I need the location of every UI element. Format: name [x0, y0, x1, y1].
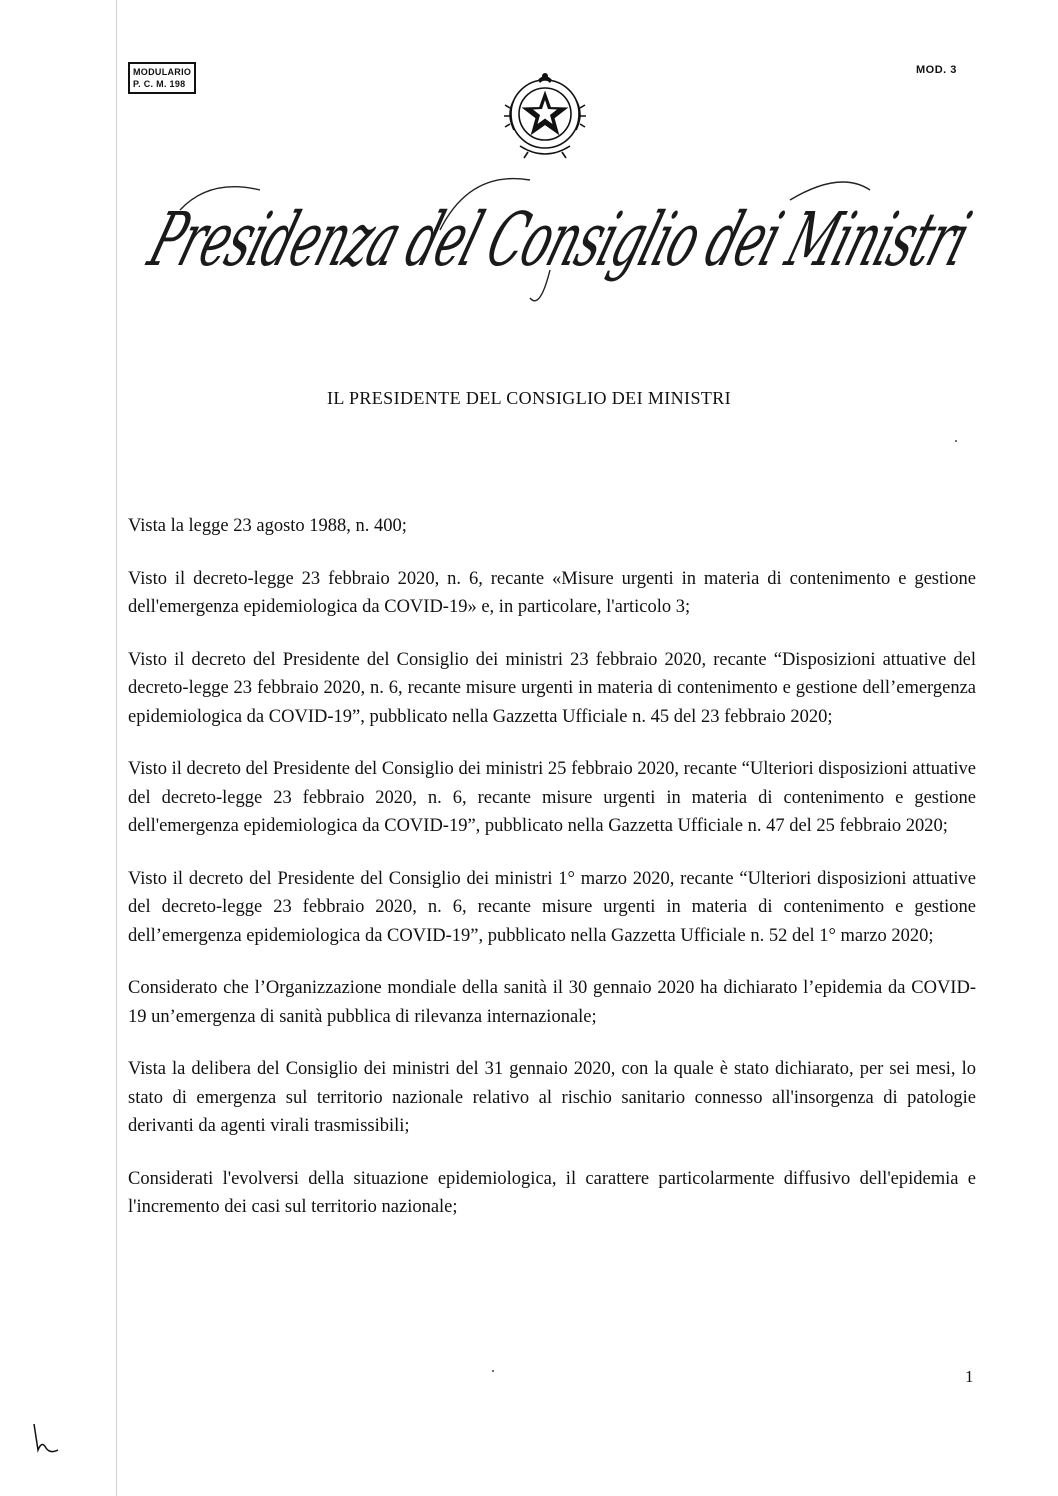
paragraph: Considerati l'evolversi della situazione epidemiologica, il carattere particolarmente diffusivo dell'epidemia e l'incremento dei casi sul territorio nazionale; — [128, 1168, 976, 1217]
modulario-stamp — [128, 62, 196, 94]
paragraph: Visto il decreto-legge 23 febbraio 2020, n. 6, recante «Misure urgenti in materia di contenimento e gestione dell'emergenza epidemiologica da COVID-19» e, in particolare, l'articolo 3; — [128, 568, 976, 617]
document-title: IL PRESIDENTE DEL CONSIGLIO DEI MINISTRI — [326, 388, 732, 408]
paragraph: Visto il decreto del Presidente del Consiglio dei ministri 1° marzo 2020, recante “Ulteriori disposizioni attuative del decreto-legge 23 febbraio 2020, n. 6, recante misure urgenti in materia di contenimento e gestione dell’emergenza epidemiologica da COVID-19”, pubblicato nella Gazzetta Ufficiale n. 52 del 1° marzo 2020; — [128, 868, 976, 946]
mod-label: MOD. 3 — [916, 64, 957, 76]
paragraph: Vista la legge 23 agosto 1988, n. 400; — [128, 516, 407, 536]
paragraph: Visto il decreto del Presidente del Consiglio dei ministri 25 febbraio 2020, recante “Ulteriori disposizioni attuative del decreto-legge 23 febbraio 2020, n. 6, recante misure urgenti in materia di contenimento e gestione dell'emergenza epidemiologica da COVID-19”, pubblicato nella Gazzetta Ufficiale n. 47 del 25 febbraio 2020; — [128, 759, 976, 836]
paragraph: Visto il decreto del Presidente del Consiglio dei ministri 23 febbraio 2020, recante “Disposizioni attuative del decreto-legge 23 febbraio 2020, n. 6, recante misure urgenti in materia di contenimento e gestione dell’emergenza epidemiologica da COVID-19”, pubblicato nella Gazzetta Ufficiale n. 45 del 23 febbraio 2020; — [128, 649, 976, 727]
page-number: 1 — [965, 1367, 974, 1386]
scan-speck — [955, 440, 957, 442]
paragraph: Vista la delibera del Consiglio dei ministri del 31 gennaio 2020, con la quale è stato dichiarato, per sei mesi, lo stato di emergenza sul territorio nazionale relativo al rischio sanitario connesso all'insorgenza di patologie derivanti da agenti virali trasmissibili; — [128, 1059, 976, 1136]
document-body — [128, 512, 976, 1246]
institution-script-title: Presidenza del Consiglio dei Ministri — [139, 197, 980, 283]
handwritten-mark-icon — [28, 1420, 68, 1460]
modulario-line: MODULARIO — [133, 67, 192, 77]
scan-speck — [492, 1370, 494, 1372]
italian-republic-emblem-icon — [500, 70, 590, 166]
paragraph: Considerato che l’Organizzazione mondiale della sanità il 30 gennaio 2020 ha dichiarato l’epidemia da COVID-19 un’emergenza di sanità pubblica di rilevanza internazionale; — [128, 978, 976, 1027]
modulario-line: P. C. M. 198 — [133, 79, 186, 89]
